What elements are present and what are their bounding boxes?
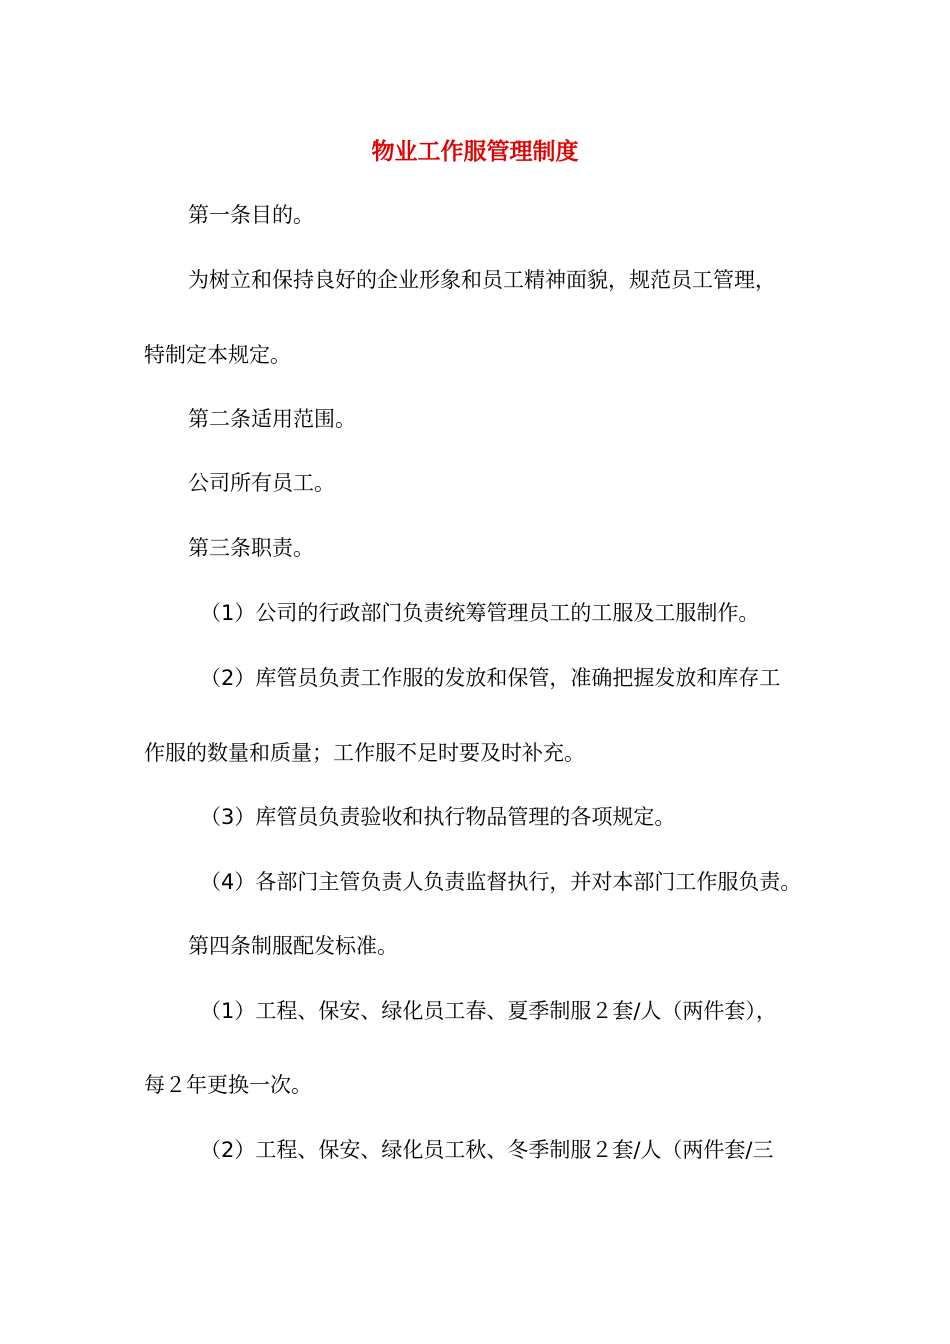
list-item: （2）库管员负责工作服的发放和保管，准确把握发放和库存工 (200, 666, 781, 690)
list-item: （4）各部门主管负责人负责监督执行，并对本部门工作服负责。 (200, 870, 802, 894)
paragraph-line: 公司所有员工。 (188, 471, 335, 495)
paragraph-line: 为树立和保持良好的企业形象和员工精神面貌，规范员工管理， (188, 268, 776, 292)
list-item: （1）公司的行政部门负责统筹管理员工的工服及工服制作。 (200, 601, 760, 625)
list-item: （3）库管员负责验收和执行物品管理的各项规定。 (200, 805, 676, 829)
document-title: 物业工作服管理制度 (371, 139, 579, 165)
article-4-heading: 第四条制服配发标准。 (188, 934, 398, 958)
paragraph-line: 作服的数量和质量；工作服不足时要及时补充。 (144, 741, 585, 765)
article-2-heading: 第二条适用范围。 (188, 407, 356, 431)
list-item: （1）工程、保安、绿化员工春、夏季制服２套/人（两件套）， (200, 999, 777, 1023)
article-3-heading: 第三条职责。 (188, 536, 314, 560)
article-1-heading: 第一条目的。 (188, 203, 314, 227)
list-item: （2）工程、保安、绿化员工秋、冬季制服２套/人（两件套/三 (200, 1138, 774, 1162)
paragraph-line: 特制定本规定。 (144, 343, 291, 367)
paragraph-line: 每２年更换一次。 (144, 1073, 312, 1097)
